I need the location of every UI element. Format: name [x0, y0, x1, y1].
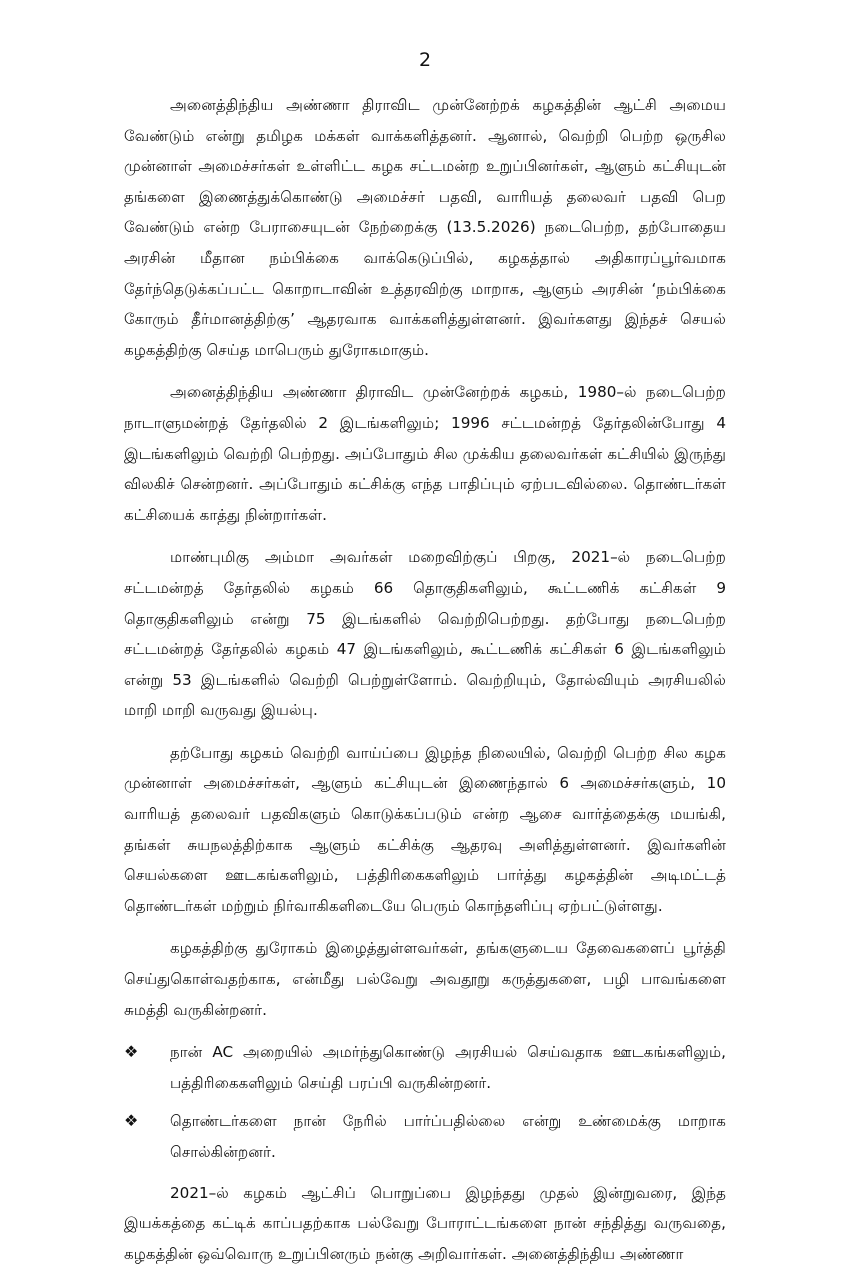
bullet-text: தொண்டர்களை நான் நேரில் பார்ப்பதில்லை என்று உண்மைக்கு மாறாக சொல்கின்றனர்.	[170, 1112, 726, 1161]
paragraph-3: மாண்புமிகு அம்மா அவர்கள் மறைவிற்குப் பிறகு, 2021–ல் நடைபெற்ற சட்டமன்றத் தேர்தலில் கழகம் 66 தொகுதிகளிலும், கூட்டணிக் கட்சிகள் 9 தொகுதிகளிலும் என்று 75 இடங்களில் வெற்றிபெற்றது. தற்போது நடைபெற்ற சட்டமன்றத் தேர்தலில் கழகம் 47 இடங்களிலும், கூட்டணிக் கட்சிகள் 6 இடங்களிலும் என்று 53 இடங்களில் வெற்றி பெற்றுள்ளோம். வெற்றியும், தோல்வியும் அரசியலில் மாறி மாறி வருவது இயல்பு.	[124, 548, 726, 720]
paragraph-1: அனைத்திந்திய அண்ணா திராவிட முன்னேற்றக் கழகத்தின் ஆட்சி அமைய வேண்டும் என்று தமிழக மக்கள் வாக்களித்தனர். ஆனால், வெற்றி பெற்ற ஒருசில முன்னாள் அமைச்சர்கள் உள்ளிட்ட கழக சட்டமன்ற உறுப்பினர்கள், ஆளும் கட்சியுடன் தங்களை இணைத்துக்கொண்டு அமைச்சர் பதவி, வாரியத் தலைவர் பதவி பெற வேண்டும் என்ற பேராசையுடன் நேற்றைக்கு (13.5.2026) நடைபெற்ற, தற்போதைய அரசின் மீதான நம்பிக்கை வாக்கெடுப்பில், கழகத்தால் அதிகாரப்பூர்வமாக தேர்ந்தெடுக்கப்பட்ட கொறாடாவின் உத்தரவிற்கு மாறாக, ஆளும் அரசின் ‘நம்பிக்கை கோரும் தீர்மானத்திற்கு’ ஆதரவாக வாக்களித்துள்ளனர். இவர்களது இந்தச் செயல் கழகத்திற்கு செய்த மாபெரும் துரோகமாகும்.	[124, 96, 726, 359]
diamond-bullet-icon: ❖	[124, 1111, 139, 1131]
bullet-item	[124, 1106, 726, 1167]
bullet-item	[124, 1037, 726, 1098]
bullet-text: நான் AC அறையில் அமர்ந்துகொண்டு அரசியல் செய்வதாக ஊடகங்களிலும், பத்திரிகைகளிலும் செய்தி பரப்பி வருகின்றனர்.	[170, 1043, 726, 1092]
paragraph-2: அனைத்திந்திய அண்ணா திராவிட முன்னேற்றக் கழகம், 1980–ல் நடைபெற்ற நாடாளுமன்றத் தேர்தலில் 2 இடங்களிலும்; 1996 சட்டமன்றத் தேர்தலின்போது 4 இடங்களிலும் வெற்றி பெற்றது. அப்போதும் சில முக்கிய தலைவர்கள் கட்சியில் இருந்து விலகிச் சென்றனர். அப்போதும் கட்சிக்கு எந்த பாதிப்பும் ஏற்படவில்லை. தொண்டர்கள் கட்சியைக் காத்து நின்றார்கள்.	[124, 383, 726, 524]
paragraph-4: தற்போது கழகம் வெற்றி வாய்ப்பை இழந்த நிலையில், வெற்றி பெற்ற சில கழக முன்னாள் அமைச்சர்கள், ஆளும் கட்சியுடன் இணைந்தால் 6 அமைச்சர்களும், 10 வாரியத் தலைவர் பதவிகளும் கொடுக்கப்படும் என்ற ஆசை வார்த்தைக்கு மயங்கி, தங்கள் சுயநலத்திற்காக ஆளும் கட்சிக்கு ஆதரவு அளித்துள்ளனர். இவர்களின் செயல்களை ஊடகங்களிலும், பத்திரிகைகளிலும் பார்த்து கழகத்தின் அடிமட்டத் தொண்டர்கள் மற்றும் நிர்வாகிகளிடையே பெரும் கொந்தளிப்பு ஏற்பட்டுள்ளது.	[124, 743, 726, 915]
paragraph-5: கழகத்திற்கு துரோகம் இழைத்துள்ளவர்கள், தங்களுடைய தேவைகளைப் பூர்த்தி செய்துகொள்வதற்காக, என்மீது பல்வேறு அவதூறு கருத்துகளை, பழி பாவங்களை சுமத்தி வருகின்றனர்.	[124, 939, 726, 1019]
bullet-list	[124, 1037, 726, 1167]
diamond-bullet-icon: ❖	[124, 1042, 139, 1062]
page-number: 2	[418, 49, 432, 71]
paragraph-6: 2021–ல் கழகம் ஆட்சிப் பொறுப்பை இழந்தது முதல் இன்றுவரை, இந்த இயக்கத்தை கட்டிக் காப்பதற்காக பல்வேறு போராட்டங்களை நான் சந்தித்து வருவதை, கழகத்தின் ஒவ்வொரு உறுப்பினரும் நன்கு அறிவார்கள். அனைத்திந்திய அண்ணா	[124, 1183, 726, 1263]
